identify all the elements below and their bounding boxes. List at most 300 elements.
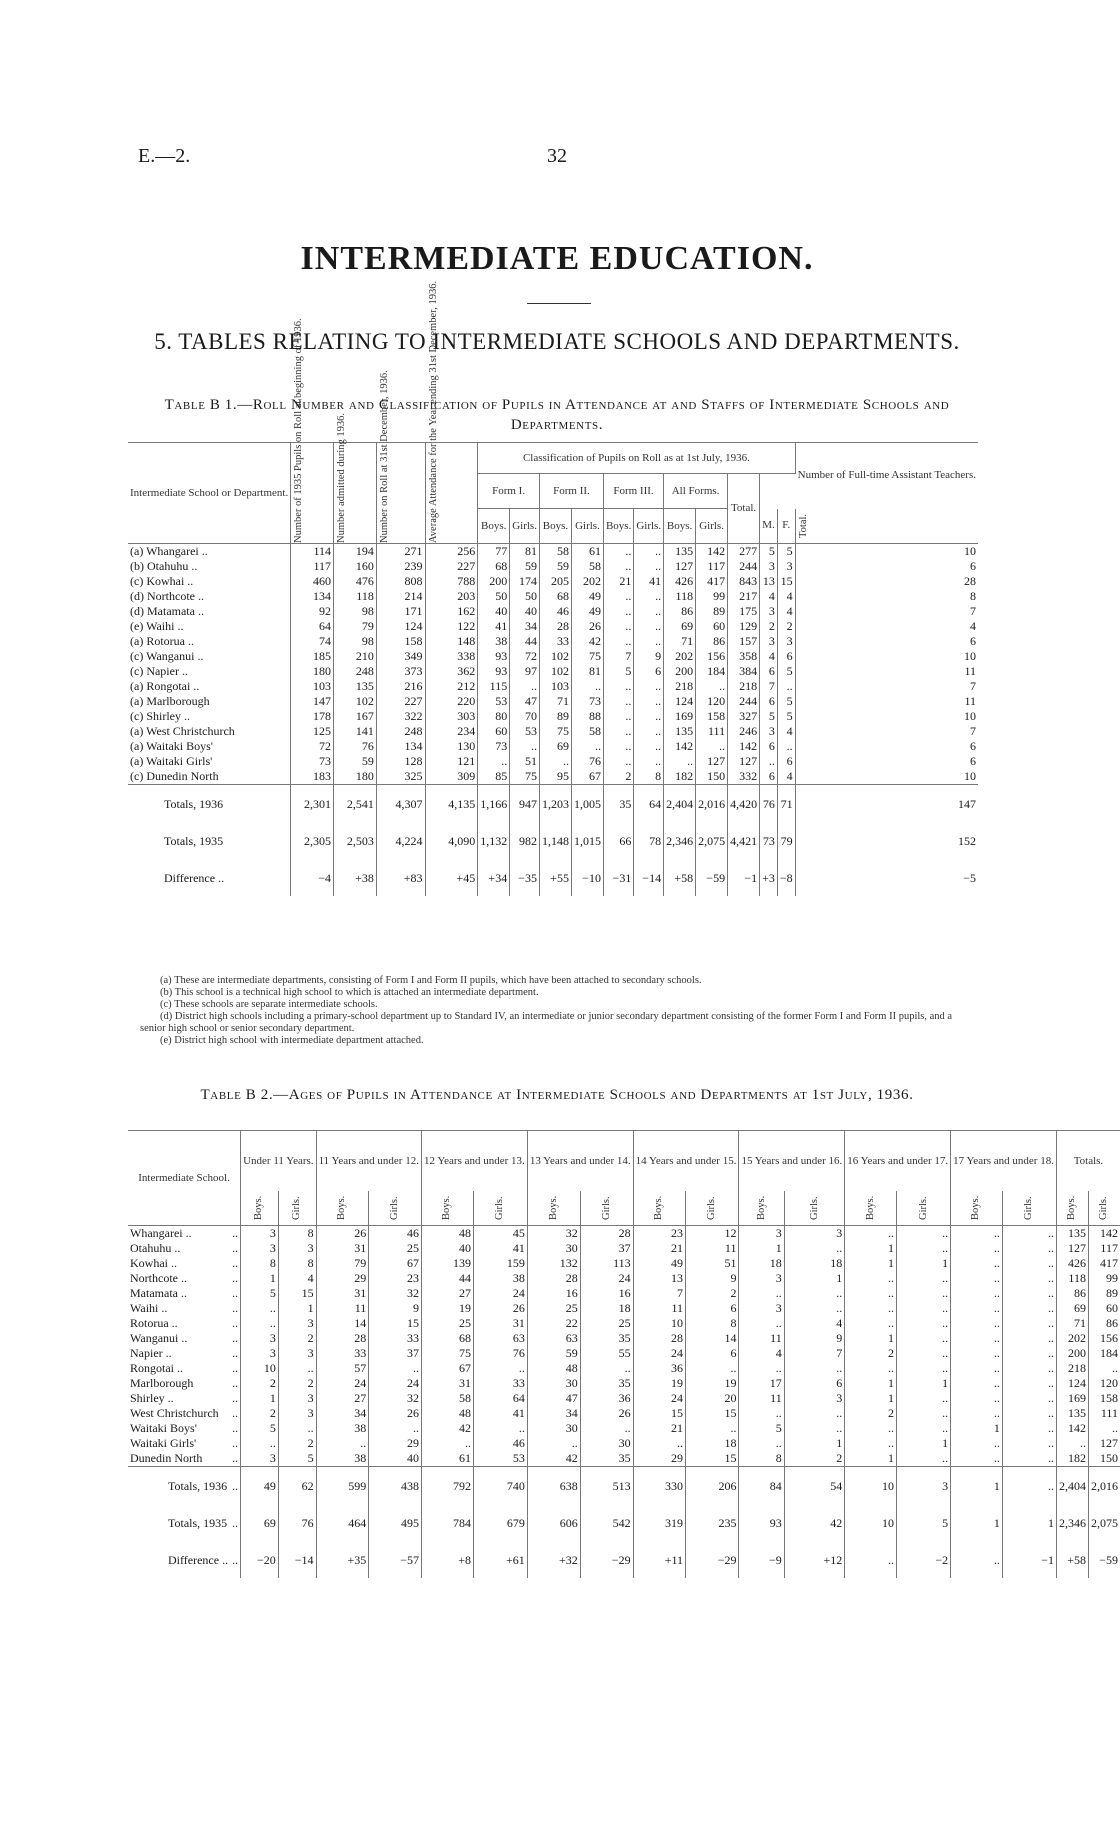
t1-h-form1: Form I. (478, 474, 540, 509)
t2-cell: 40 (369, 1451, 422, 1467)
t2-cell: 1 (845, 1256, 897, 1271)
t2-cell: 3 (241, 1346, 279, 1361)
t1-cell: 135 (664, 724, 696, 739)
t2-cell: 48 (421, 1226, 473, 1242)
t2-body (128, 1226, 1120, 1467)
t2-cell: .. (278, 1361, 316, 1376)
t2-cell: 24 (633, 1346, 685, 1361)
t2-total-cell: 740 (474, 1467, 528, 1505)
title-divider (527, 303, 591, 304)
t2-cell: 3 (739, 1226, 784, 1242)
t1-body (128, 544, 978, 785)
t1-cell: .. (777, 679, 795, 694)
t2-cell: 71 (1056, 1316, 1088, 1331)
t2-cell: .. (897, 1361, 951, 1376)
t1-total-cell: +83 (376, 859, 425, 896)
t2-cell: 20 (686, 1391, 739, 1406)
t2-label: Whangarei .. (130, 1226, 192, 1240)
t2-cell: .. (580, 1361, 633, 1376)
t2-cell: 1 (845, 1451, 897, 1467)
t2-label: Rongotai .. (130, 1361, 183, 1375)
t1-total-cell: 2,541 (334, 785, 377, 823)
t1-cell: 53 (510, 724, 540, 739)
t2-label: Napier .. (130, 1346, 172, 1360)
t2-total-cell: 330 (633, 1467, 685, 1505)
t2-h-girls: Girls. (808, 1196, 820, 1220)
t1-total-cell: 4,307 (376, 785, 425, 823)
t1-cell: 134 (291, 589, 334, 604)
t1-cell: 73 (291, 754, 334, 769)
t2-cell: .. (784, 1301, 845, 1316)
t2-cell: .. (951, 1256, 1003, 1271)
t2-cell: 417 (1099, 1256, 1118, 1270)
t1-cell: 88 (571, 709, 603, 724)
t2-cell: .. (1002, 1271, 1056, 1286)
t1-total-cell: +58 (664, 859, 696, 896)
t2-cell: 46 (474, 1436, 528, 1451)
t1-cell: 114 (291, 544, 334, 560)
t1-cell: 99 (696, 589, 728, 604)
t1-total-cell: 1,203 (539, 785, 571, 823)
t1-h-roll1935: Number of 1935 Pupils on Roll at beginning of 1936. (293, 318, 305, 543)
t1-cell: 89 (696, 604, 728, 619)
t1-cell: 122 (425, 619, 478, 634)
t1-cell: 13 (760, 574, 778, 589)
t2-cell: 21 (633, 1421, 685, 1436)
t2-cell: .. (897, 1331, 951, 1346)
t2-row (128, 1451, 1120, 1467)
t2-cell: 2 (686, 1286, 739, 1301)
t2-cell: .. (897, 1451, 951, 1467)
t1-cell: 239 (376, 559, 425, 574)
t1-cell: 142 (728, 739, 760, 754)
t1-cell: 147 (291, 694, 334, 709)
t1-cell: 7 (760, 679, 778, 694)
t1-cell: 127 (728, 754, 760, 769)
t1-cell: 142 (664, 739, 696, 754)
t1-total-cell: −1 (728, 859, 760, 896)
t2-h-age-6: 16 Years and under 17. (845, 1131, 951, 1192)
t1-cell: .. (634, 709, 664, 724)
t1-cell: 71 (539, 694, 571, 709)
t2-cell: 31 (421, 1376, 473, 1391)
t1-label: (b) Otahuhu .. (128, 559, 291, 574)
t2-total-cell: −9 (739, 1541, 784, 1578)
t2-cell: 2 (845, 1346, 897, 1361)
t1-cell: 218 (664, 679, 696, 694)
t1-h-admitted: Number admitted during 1936. (336, 412, 348, 543)
t1-cell: 42 (571, 634, 603, 649)
t2-cell: 25 (580, 1316, 633, 1331)
t1-cell: 6 (970, 739, 976, 753)
t1-cell: 129 (728, 619, 760, 634)
t1-row (128, 634, 978, 649)
t1-h-all-boys: Boys. (664, 509, 696, 544)
t1-cell: .. (634, 589, 664, 604)
t2-h-age-8: Totals. (1073, 1154, 1104, 1167)
t2-cell: 1 (278, 1301, 316, 1316)
t1-cell: 185 (291, 649, 334, 664)
t2-cell: .. (1002, 1256, 1056, 1271)
t2-cell: 1 (951, 1421, 1003, 1436)
t1-cell: 5 (777, 544, 795, 560)
t2-cell: 26 (580, 1406, 633, 1421)
t1-h-stotal: Total. (797, 513, 809, 538)
t1-cell: 6 (634, 664, 664, 679)
t2-row (128, 1421, 1120, 1436)
t1-cell: .. (634, 739, 664, 754)
table2-caption: Table B 2.—Ages of Pupils in Attendance at Intermediate Schools and Departments at 1st July, 1936. (200, 1087, 914, 1103)
t1-cell: 3 (760, 724, 778, 739)
t2-cell: .. (845, 1316, 897, 1331)
t1-label: (a) West Christchurch (128, 724, 291, 739)
t1-cell: 373 (376, 664, 425, 679)
t1-cell: 135 (664, 544, 696, 560)
t2-total-cell: 206 (686, 1467, 739, 1505)
t2-sex-row (128, 1191, 1120, 1226)
t2-cell: .. (784, 1406, 845, 1421)
t1-cell: 6 (760, 664, 778, 679)
t2-cell: 37 (580, 1241, 633, 1256)
t2-row (128, 1316, 1120, 1331)
t2-h-girls: Girls. (706, 1196, 718, 1220)
t2-cell: 35 (580, 1376, 633, 1391)
t1-label: (c) Wanganui .. (128, 649, 291, 664)
t1-cell: 3 (760, 604, 778, 619)
t1-cell: 102 (539, 649, 571, 664)
t1-cell: 3 (777, 634, 795, 649)
t1-cell: 248 (376, 724, 425, 739)
t2-cell: .. (739, 1316, 784, 1331)
t1-totals (128, 785, 978, 897)
t2-cell: .. (686, 1361, 739, 1376)
t1-row (128, 709, 978, 724)
t2-cell: .. (1002, 1406, 1056, 1421)
t2-cell: 51 (686, 1256, 739, 1271)
t1-cell: 127 (664, 559, 696, 574)
t2-cell: 32 (527, 1226, 580, 1242)
t2-cell: 11 (739, 1331, 784, 1346)
t2-cell: 44 (421, 1271, 473, 1286)
t2-cell: 37 (369, 1346, 422, 1361)
t2-cell: .. (1002, 1241, 1056, 1256)
t1-cell: 103 (291, 679, 334, 694)
t1-total-cell: 1,132 (478, 822, 510, 859)
t2-cell: .. (1002, 1226, 1056, 1242)
t2-cell: 12 (686, 1226, 739, 1242)
t2-cell: 15 (369, 1316, 422, 1331)
t1-cell: 6 (760, 739, 778, 754)
t1-label: (c) Shirley .. (128, 709, 291, 724)
t2-total-cell: .. (230, 1504, 241, 1541)
t2-total-cell: −14 (278, 1541, 316, 1578)
t1-cell: 6 (970, 634, 976, 648)
t2-h-girls: Girls. (1098, 1196, 1110, 1220)
t1-cell: 7 (603, 649, 633, 664)
t2-total-cell: 542 (580, 1504, 633, 1541)
t2-row (128, 1241, 1120, 1256)
t2-cell: .. (1002, 1451, 1056, 1467)
t2-cell: .. (951, 1346, 1003, 1361)
t2-cell: 8 (278, 1256, 316, 1271)
t2-label: Dunedin North (130, 1451, 203, 1465)
t1-cell: 6 (970, 754, 976, 768)
t2-h-age-2: 12 Years and under 13. (421, 1131, 527, 1192)
t2-cell: .. (784, 1361, 845, 1376)
t2-cell: .. (951, 1376, 1003, 1391)
t1-cell: .. (760, 754, 778, 769)
t2-cell: 34 (527, 1406, 580, 1421)
t2-cell: 4 (784, 1316, 845, 1331)
t1-cell: 417 (696, 574, 728, 589)
t2-cell: 3 (278, 1241, 316, 1256)
t2-total-cell: +58 (1056, 1541, 1088, 1578)
t2-cell: 117 (1100, 1241, 1118, 1255)
t2-cell: 24 (580, 1271, 633, 1286)
t2-cell: 2 (784, 1451, 845, 1467)
t2-cell: 5 (739, 1421, 784, 1436)
t2-cell: .. (951, 1391, 1003, 1406)
t1-cell: .. (603, 604, 633, 619)
t1-total-cell: −4 (291, 859, 334, 896)
t2-cell: 30 (527, 1421, 580, 1436)
t1-cell: 358 (728, 649, 760, 664)
t2-cell: 139 (421, 1256, 473, 1271)
t1-cell: 124 (376, 619, 425, 634)
t1-cell: 127 (696, 754, 728, 769)
t1-total-cell: 2,016 (696, 785, 728, 823)
t2-total-cell: 2,075 (1090, 1516, 1118, 1530)
t1-total-cell: 66 (603, 822, 633, 859)
t2-cell: .. (230, 1316, 241, 1331)
t1-cell: 21 (603, 574, 633, 589)
t1-cell: 248 (334, 664, 377, 679)
t2-total-cell: −2 (897, 1541, 951, 1578)
t1-cell: 5 (777, 664, 795, 679)
t1-cell: 71 (664, 634, 696, 649)
t1-total-cell: +55 (539, 859, 571, 896)
t2-cell: 27 (421, 1286, 473, 1301)
t1-cell: 11 (964, 694, 976, 708)
t2-cell: 67 (421, 1361, 473, 1376)
t2-total-cell: 679 (474, 1504, 528, 1541)
t2-cell: 45 (474, 1226, 528, 1242)
t1-total-cell: 2,301 (291, 785, 334, 823)
t1-cell: 93 (478, 649, 510, 664)
t1-total-cell: 4,420 (728, 785, 760, 823)
t2-cell: .. (897, 1271, 951, 1286)
t2-cell: 41 (474, 1241, 528, 1256)
t1-cell: 150 (696, 769, 728, 785)
t2-h-boys: Boys. (336, 1195, 348, 1221)
t2-total-cell: .. (230, 1541, 241, 1578)
t1-total-cell: −14 (634, 859, 664, 896)
t1-total-cell: 147 (958, 797, 976, 811)
t1-cell: 194 (334, 544, 377, 560)
t2-cell: .. (1111, 1421, 1118, 1435)
t1-cell: 64 (291, 619, 334, 634)
t1-total-row (128, 859, 978, 896)
t2-cell: 59 (527, 1346, 580, 1361)
t2-row (128, 1301, 1120, 1316)
t1-h-staff: Number of Full-time Assistant Teachers. (797, 469, 976, 482)
t1-cell: .. (634, 544, 664, 560)
t1-cell: .. (571, 739, 603, 754)
t1-total-cell: 2,305 (291, 822, 334, 859)
t1-h-form3: Form III. (603, 474, 663, 509)
t1-total-cell: +34 (478, 859, 510, 896)
t2-cell: .. (316, 1436, 369, 1451)
t1-row (128, 619, 978, 634)
t1-total-cell: 4,421 (728, 822, 760, 859)
t2-row (128, 1406, 1120, 1421)
t2-cell: 22 (527, 1316, 580, 1331)
t2-cell: 30 (527, 1376, 580, 1391)
t2-total-cell: 513 (580, 1467, 633, 1505)
t2-cell: 17 (739, 1376, 784, 1391)
t1-cell: 4 (777, 724, 795, 739)
t2-cell: .. (739, 1286, 784, 1301)
t2-cell: .. (230, 1301, 241, 1316)
t2-label: Wanganui .. (130, 1331, 188, 1345)
t1-cell: .. (510, 679, 540, 694)
t1-cell: 50 (478, 589, 510, 604)
t1-cell: 220 (425, 694, 478, 709)
t1-total-cell: 76 (760, 785, 778, 823)
t1-row (128, 604, 978, 619)
t2-total-cell: +32 (527, 1541, 580, 1578)
t1-total-cell: 2,075 (696, 822, 728, 859)
t1-cell: .. (634, 724, 664, 739)
t1-cell: 97 (510, 664, 540, 679)
t1-cell: 58 (571, 559, 603, 574)
t2-cell: 86 (1105, 1316, 1118, 1330)
t2-cell: 28 (527, 1271, 580, 1286)
t1-cell: .. (603, 559, 633, 574)
t2-cell: 48 (527, 1361, 580, 1376)
t1-total-row (128, 822, 978, 859)
t2-cell: .. (241, 1301, 279, 1316)
t1-cell: 59 (539, 559, 571, 574)
t2-total-cell: 84 (739, 1467, 784, 1505)
t1-row (128, 769, 978, 785)
t2-cell: 25 (527, 1301, 580, 1316)
t2-cell: .. (686, 1421, 739, 1436)
t1-cell: 41 (634, 574, 664, 589)
t1-total-cell: 35 (603, 785, 633, 823)
t1-cell: 156 (696, 649, 728, 664)
t1-cell: 218 (728, 679, 760, 694)
t2-cell: 1 (845, 1376, 897, 1391)
t1-cell: .. (510, 739, 540, 754)
t1-cell: 92 (291, 604, 334, 619)
t2-cell: .. (369, 1421, 422, 1436)
t2-cell: .. (897, 1421, 951, 1436)
t1-cell: 234 (425, 724, 478, 739)
t1-cell: 277 (728, 544, 760, 560)
t2-cell: 33 (316, 1346, 369, 1361)
t1-cell: 125 (291, 724, 334, 739)
t2-h-age-4: 14 Years and under 15. (633, 1131, 739, 1192)
t2-cell: .. (845, 1421, 897, 1436)
t2-cell: 113 (580, 1256, 633, 1271)
t1-h-f3-boys: Boys. (603, 509, 633, 544)
t1-cell: 4 (777, 604, 795, 619)
t2-total-cell: 319 (633, 1504, 685, 1541)
t2-cell: .. (951, 1271, 1003, 1286)
t2-cell: .. (230, 1451, 241, 1467)
t1-cell: 2 (603, 769, 633, 785)
t2-cell: 3 (241, 1331, 279, 1346)
t1-h-all-girls: Girls. (696, 509, 728, 544)
t2-cell: .. (845, 1361, 897, 1376)
t2-cell: 79 (316, 1256, 369, 1271)
t2-h-girls: Girls. (494, 1196, 506, 1220)
t1-cell: 93 (478, 664, 510, 679)
t1-cell: 80 (478, 709, 510, 724)
t2-cell: 14 (316, 1316, 369, 1331)
t2-total-label: Totals, 1936 (168, 1479, 228, 1493)
t2-cell: .. (1002, 1436, 1056, 1451)
t2-cell: .. (845, 1301, 897, 1316)
t1-cell: 227 (376, 694, 425, 709)
t2-h-boys: Boys. (1066, 1195, 1078, 1221)
t2-cell: 3 (278, 1406, 316, 1421)
t1-cell: .. (603, 544, 633, 560)
t2-cell: 3 (784, 1391, 845, 1406)
t2-h-age-3: 13 Years and under 14. (527, 1131, 633, 1192)
t2-cell: 11 (739, 1391, 784, 1406)
t1-cell: 15 (777, 574, 795, 589)
t1-h-school: Intermediate School or Department. (128, 443, 291, 544)
t2-cell: 9 (369, 1301, 422, 1316)
t2-cell: .. (897, 1286, 951, 1301)
t2-total-cell: 235 (686, 1504, 739, 1541)
t2-h-age-5: 15 Years and under 16. (739, 1131, 845, 1192)
t2-cell: 1 (845, 1241, 897, 1256)
t1-cell: 9 (634, 649, 664, 664)
t2-cell: .. (897, 1346, 951, 1361)
t2-cell: 6 (686, 1301, 739, 1316)
t2-cell: 135 (1056, 1226, 1088, 1242)
t2-cell: 31 (474, 1316, 528, 1331)
t1-cell: 60 (696, 619, 728, 634)
t2-cell: 7 (784, 1346, 845, 1361)
t2-cell: 32 (369, 1286, 422, 1301)
t1-cell: 68 (478, 559, 510, 574)
t2-cell: 26 (369, 1406, 422, 1421)
t2-cell: 24 (633, 1391, 685, 1406)
t2-total-cell: +61 (474, 1541, 528, 1578)
t1-cell: 117 (291, 559, 334, 574)
t1-h-f: F. (777, 509, 795, 544)
t2-cell: .. (951, 1451, 1003, 1467)
t1-row (128, 664, 978, 679)
t1-cell: 322 (376, 709, 425, 724)
t1-row (128, 694, 978, 709)
t1-cell: 59 (334, 754, 377, 769)
t2-cell: .. (278, 1421, 316, 1436)
t2-cell: .. (951, 1301, 1003, 1316)
t2-cell: .. (230, 1421, 241, 1436)
t1-cell: 98 (334, 634, 377, 649)
t2-cell: 2 (278, 1376, 316, 1391)
t1-cell: 157 (728, 634, 760, 649)
t2-cell: 63 (474, 1331, 528, 1346)
t2-cell: 31 (316, 1241, 369, 1256)
t2-total-cell: 1 (951, 1504, 1003, 1541)
t2-total-cell: 5 (897, 1504, 951, 1541)
